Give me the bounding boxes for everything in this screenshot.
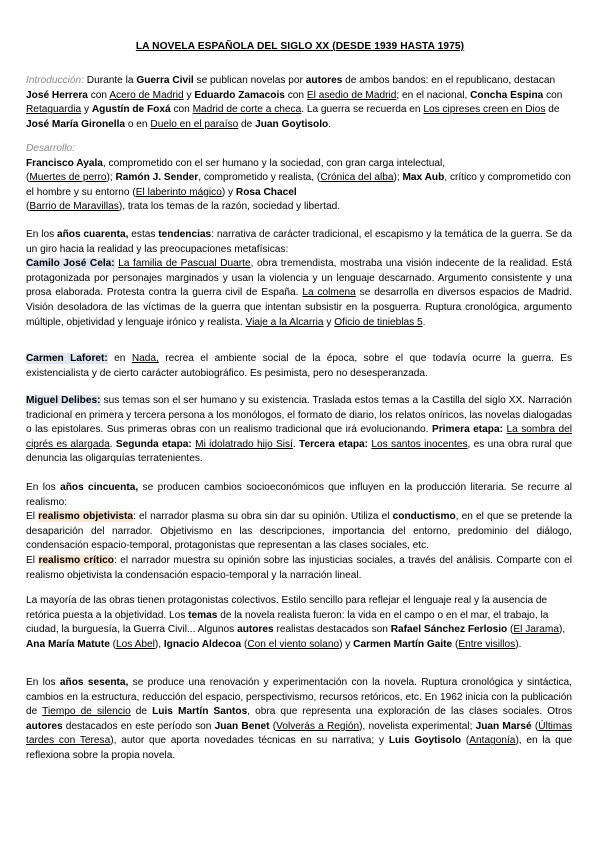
cela-name: Camilo José Cela: bbox=[26, 258, 115, 270]
cuarenta-paragraph: En los años cuarenta, estas tendencias: narrativa de carácter tradicional, el escapismo y la temática de la guerra. Se da un giro hacia la realidad y las preocupaciones metafísicas: Camilo José Cela: La familia de Pascual Duarte, obra tremendista, mostraba una visión indecente de la realidad. Está protagonizada por personajes marginados y usan la violencia y un lenguaje descarnado. Argumento consistente y una prosa elaborada. Protesta contra la guerra civil de España. La colmena se desarrolla en diversos espacios de Madrid. Visión desoladora de las víctimas de la guerra que intentan subsistir en la posguerra. Ruptura cronológica, argumento múltiple, objetividad y lenguaje irónico y realista. Viaje a la Alcarria y Oficio de tinieblas 5. bbox=[26, 229, 572, 328]
mayoria-paragraph: La mayoría de las obras tienen protagonistas colectivos. Estilo sencillo para reflejar el lenguaje real y la ausencia de retórica puesta a la objetividad. Los temas de la novela realista fueron: la vida en el campo o en el mar, el trabajo, la ciudad, la burguesía, la Guerra Civil... Algunos autores realistas destacados son Rafael Sánchez Ferlosio (El Jarama), Ana María Matute (Los Abel), Ignacio Aldecoa (Con el viento solano) y Carmen Martín Gaite (Entre visillos). bbox=[26, 595, 566, 650]
desarrollo-paragraph: Desarrollo: Francisco Ayala, comprometido con el ser humano y la sociedad, con gran carga intelectual, (Muertes de perro); Ramón J. Sender, comprometido y realista, (Crónica del alba); Max Aub, crítico y comprometido con el hombre y su entorno (El laberinto mágico) y Rosa Chacel (Barrio de Maravillas), trata los temas de la razón, sociedad y libertad. bbox=[26, 143, 571, 213]
cincuenta-paragraph: En los años cincuenta, se producen cambios socioeconómicos que influyen en la producción literaria. Se recurre al realismo: El realismo objetivista: el narrador plasma su obra sin dar su opinión. Utiliza el conductismo, en el que se pretende la desaparición del narrador. Objetivismo en las descripciones, importancia del entorno, predominio del diálogo, condensación espacio-temporal, protagonistas que representan a las clases sociales, etc. El realismo crítico: el narrador muestra su opinión sobre las injusticias sociales, a través del análisis. Comparte con el realismo objetivista la condensación espacio-temporal y la narración lineal. bbox=[26, 482, 572, 581]
intro-paragraph: Introducción: Durante la Guerra Civil se publican novelas por autores de ambos bandos: en el republicano, destacan José Herrera con Acero de Madrid y Eduardo Zamacois con El asedio de Madrid; en el nacional, Concha Espina con Retaguardia y Agustín de Foxá con Madrid de corte a checa. La guerra se recuerda en Los cipreses creen en Dios de José María Gironella o en Duelo en el paraíso de Juan Goytisolo. bbox=[26, 75, 563, 130]
laforet-paragraph: Carmen Laforet: en Nada, recrea el ambiente social de la época, sobre el que todavía ocurre la guerra. Es existencialista y de cierto carácter autobiográfico. Es pesimista, pero no desesperanzada. bbox=[26, 353, 573, 379]
document-title: LA NOVELA ESPAÑOLA DEL SIGLO XX (DESDE 1939 HASTA 1975) bbox=[135, 41, 465, 52]
realismo-objetivista: realismo objetivista bbox=[38, 511, 134, 523]
delibes-paragraph: Miguel Delibes: sus temas son el ser humano y su existencia. Traslada estos temas a la Castilla del siglo XX. Narración tradicional en primera y tercera persona a los monólogos, el formato de diario, los relatos oníricos, las novelas dialogadas o las epistolares. Sus primeras obras con un realismo tradicional que irá evolucionando. Primera etapa: La sombra del ciprés es alargada. Segunda etapa: Mi idolatrado hijo Sisí. Tercera etapa: Los santos inocentes, es una obra rural que denuncia las oligarquías terratenientes. bbox=[26, 395, 572, 465]
laforet-name: Carmen Laforet: bbox=[26, 353, 108, 364]
desarrollo-label: Desarrollo: bbox=[26, 143, 75, 154]
sesenta-paragraph: En los años sesenta, se produce una renovación y experimentación con la novela. Ruptura cronológica y sintáctica, cambios en la estructura, reducción del espacio, perspectivismo, recursos retóricos, etc. En 1962 inicia con la publicación de Tiempo de silencio de Luis Martín Santos, obra que representa una exploración de las clases sociales. Otros autores destacados en este período son Juan Benet (Volverás a Región), novelista experimental; Juan Marsé (Últimas tardes con Teresa), autor que aporta novedades técnicas en su narrativa; y Luis Goytisolo (Antagonía), en la que reflexiona sobre la propia novela. bbox=[26, 677, 573, 761]
intro-label: Introducción: bbox=[26, 75, 84, 86]
delibes-name: Miguel Delibes: bbox=[26, 395, 101, 406]
realismo-critico: realismo crítico bbox=[38, 554, 114, 566]
